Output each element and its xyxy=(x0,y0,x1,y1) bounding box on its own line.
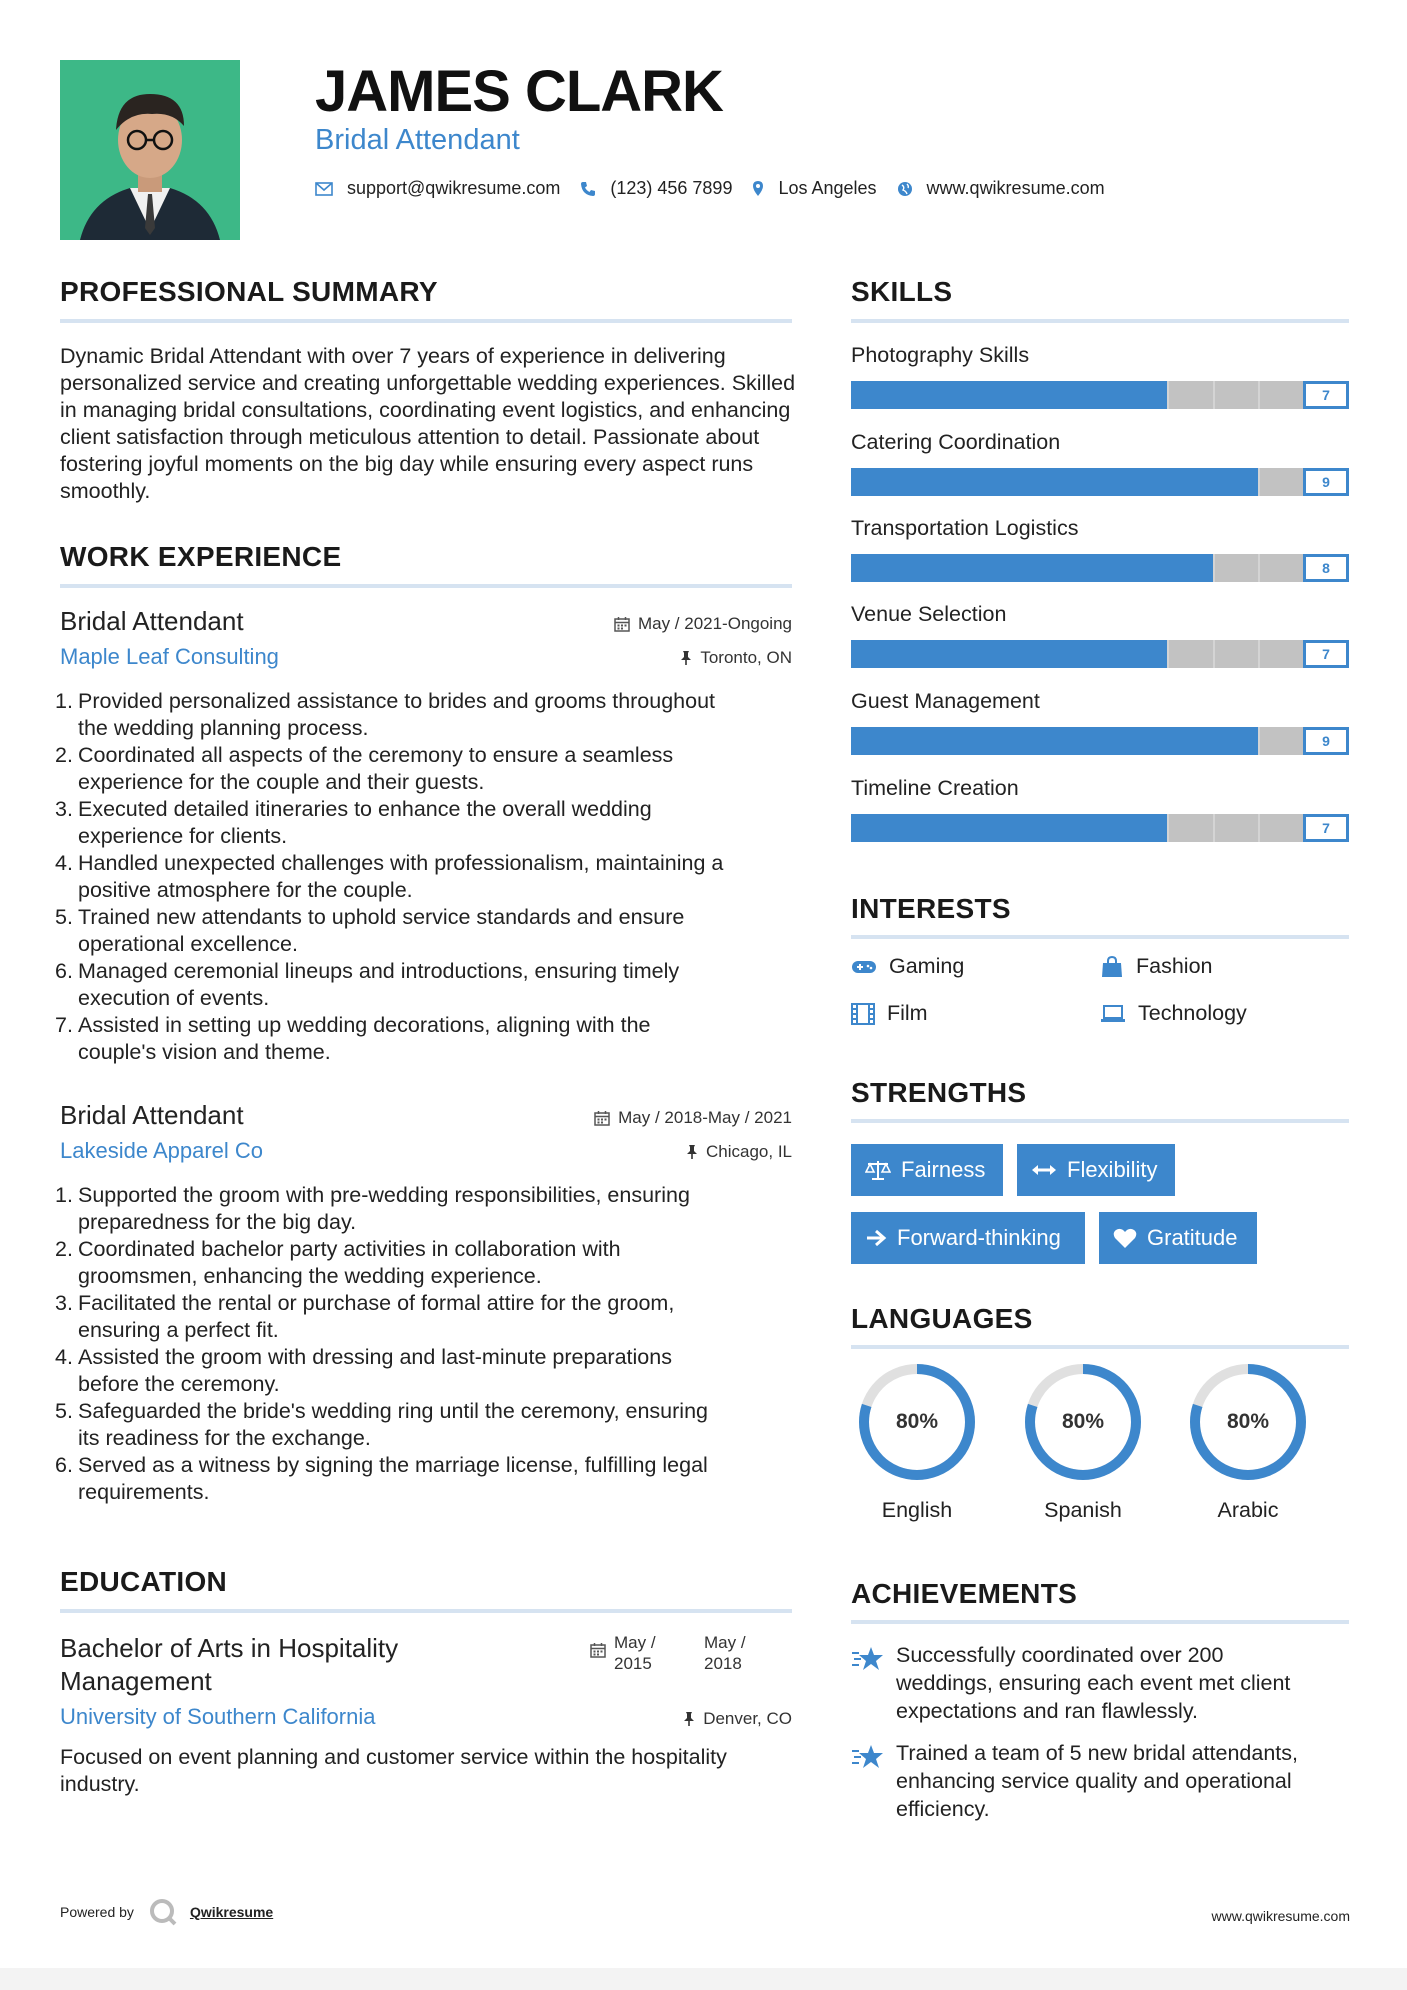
education-dates xyxy=(590,1632,794,1674)
interests-rule xyxy=(851,935,1349,939)
skill-segment-divider xyxy=(1213,814,1215,842)
skill-level-bar xyxy=(851,468,1303,496)
list-item: 2. Coordinated bachelor party activities in collaboration with groomsmen, enhancing the wedding experience. xyxy=(55,1237,621,1288)
job-duties-list xyxy=(55,1182,792,1506)
skills-heading: SKILLS xyxy=(851,276,953,307)
arrow-right-icon xyxy=(865,1228,887,1248)
skill-segment-divider xyxy=(1167,381,1169,409)
achievements-rule xyxy=(851,1620,1349,1624)
job-dates-text: May / 2018-May / 2021 xyxy=(618,1108,792,1127)
candidate-name: JAMES CLARK xyxy=(315,59,723,124)
skill-level-badge: 7 xyxy=(1303,814,1349,842)
list-item: 7. Assisted in setting up wedding decorations, aligning with the couple's vision and theme. xyxy=(55,1013,651,1064)
education-entry xyxy=(60,1632,792,1812)
achievement-item-1 xyxy=(851,1641,1349,1727)
heart-icon xyxy=(1113,1227,1137,1249)
language-proficiency-ring xyxy=(857,1362,977,1482)
achievements-heading: ACHIEVEMENTS xyxy=(851,1578,1078,1609)
footer-powered-by: Powered by Qwikresume xyxy=(60,1897,273,1927)
skill-segment-divider xyxy=(1167,640,1169,668)
globe-icon xyxy=(897,181,913,197)
page-bottom-strip xyxy=(0,1968,1407,1990)
education-rule xyxy=(60,1609,792,1613)
strengths-heading: STRENGTHS xyxy=(851,1077,1027,1108)
skill-item xyxy=(851,689,1349,759)
skill-segment-divider xyxy=(1258,727,1260,755)
list-item: 6. Managed ceremonial lineups and introductions, ensuring timely execution of events. xyxy=(55,959,680,1010)
languages-heading: LANGUAGES xyxy=(851,1303,1033,1334)
gamepad-icon xyxy=(851,959,877,975)
skill-name: Photography Skills xyxy=(851,343,1030,367)
skill-level-bar xyxy=(851,640,1303,668)
skill-level-fill xyxy=(851,640,1167,668)
contact-website[interactable] xyxy=(897,178,1105,199)
skill-segment-divider xyxy=(1258,468,1260,496)
language-proficiency-ring xyxy=(1023,1362,1143,1482)
contact-email[interactable] xyxy=(315,178,560,199)
skill-level-bar xyxy=(851,814,1303,842)
list-item: 5. Trained new attendants to uphold service standards and ensure operational excellence. xyxy=(55,905,685,956)
skill-segment-divider xyxy=(1258,814,1260,842)
summary-heading: PROFESSIONAL SUMMARY xyxy=(60,276,438,307)
experience-heading: WORK EXPERIENCE xyxy=(60,541,342,572)
skill-level-fill xyxy=(851,727,1258,755)
profile-photo xyxy=(60,60,240,240)
calendar-icon xyxy=(590,1642,606,1658)
list-item: 1. Provided personalized assistance to brides and grooms throughout the wedding planning process. xyxy=(55,689,716,740)
skill-item xyxy=(851,776,1349,846)
skill-segment-divider xyxy=(1258,554,1260,582)
job-dates xyxy=(614,614,792,634)
job-role: Bridal Attendant xyxy=(60,1100,244,1130)
skill-name: Guest Management xyxy=(851,689,1040,713)
language-name: Spanish xyxy=(1044,1498,1122,1522)
interest-fashion: Fashion xyxy=(1100,954,1213,979)
skill-name: Venue Selection xyxy=(851,602,1007,626)
list-item: 6. Served as a witness by signing the marriage license, fulfilling legal requirements. xyxy=(55,1453,708,1504)
education-location xyxy=(683,1709,792,1729)
education-description: Focused on event planning and customer service within the hospitality industry. xyxy=(60,1745,727,1796)
job-location xyxy=(686,1142,792,1162)
job-role: Bridal Attendant xyxy=(60,606,244,636)
pushpin-icon xyxy=(683,1711,695,1727)
footer-brand-link[interactable]: Qwikresume xyxy=(189,1904,274,1920)
language-proficiency-ring xyxy=(1188,1362,1308,1482)
achievement-item-2 xyxy=(851,1739,1349,1825)
skill-segment-divider xyxy=(1258,381,1260,409)
qwikresume-logo-icon xyxy=(148,1897,178,1927)
skill-level-bar xyxy=(851,554,1303,582)
strength-gratitude: Gratitude xyxy=(1099,1212,1257,1264)
language-name: English xyxy=(881,1498,953,1522)
list-item: 3. Facilitated the rental or purchase of formal attire for the groom, ensuring a perfect fit. xyxy=(55,1291,675,1342)
skill-level-fill xyxy=(851,381,1167,409)
skill-item xyxy=(851,516,1349,586)
shopping-bag-icon xyxy=(1100,956,1124,978)
contact-phone[interactable] xyxy=(580,178,732,199)
list-item: 4. Assisted the groom with dressing and last-minute preparations before the ceremony. xyxy=(55,1345,672,1396)
phone-icon xyxy=(580,181,596,197)
list-item: 4. Handled unexpected challenges with professionalism, maintaining a positive atmosphere for the couple. xyxy=(55,851,724,902)
contact-location xyxy=(752,178,876,199)
contact-phone-text: (123) 456 7899 xyxy=(610,178,733,198)
skill-level-badge: 9 xyxy=(1303,468,1349,496)
laptop-icon xyxy=(1100,1005,1126,1023)
language-percent: 80% xyxy=(1061,1410,1105,1433)
list-item: 5. Safeguarded the bride's wedding ring until the ceremony, ensuring its readiness for the exchange. xyxy=(55,1399,708,1450)
pushpin-icon xyxy=(680,650,692,666)
interests-heading: INTERESTS xyxy=(851,893,1011,924)
interest-film: Film xyxy=(851,1001,928,1026)
skill-level-fill xyxy=(851,554,1213,582)
language-item xyxy=(854,1362,980,1523)
skill-level-badge: 8 xyxy=(1303,554,1349,582)
skill-segment-divider xyxy=(1213,554,1215,582)
skill-level-fill xyxy=(851,468,1258,496)
pushpin-icon xyxy=(686,1144,698,1160)
candidate-title: Bridal Attendant xyxy=(315,124,520,156)
calendar-icon xyxy=(594,1110,610,1126)
degree-title: Bachelor of Arts in Hospitality Management xyxy=(60,1633,399,1696)
skill-item xyxy=(851,343,1349,413)
education-heading: EDUCATION xyxy=(60,1566,228,1597)
experience-rule xyxy=(60,584,792,588)
skill-name: Timeline Creation xyxy=(851,776,1019,800)
map-pin-icon xyxy=(752,180,764,197)
achievement-text: Trained a team of 5 new bridal attendants, enhancing service quality and operational efficiency. xyxy=(896,1741,1298,1821)
skill-level-badge: 7 xyxy=(1303,640,1349,668)
job-entry-1 xyxy=(55,606,792,1066)
skill-name: Transportation Logistics xyxy=(851,516,1079,540)
footer-url[interactable]: www.qwikresume.com xyxy=(1211,1908,1350,1924)
skill-level-bar xyxy=(851,727,1303,755)
skill-name: Catering Coordination xyxy=(851,430,1061,454)
skill-segment-divider xyxy=(1213,640,1215,668)
strengths-rule xyxy=(851,1119,1349,1123)
summary-rule xyxy=(60,319,792,323)
list-item: 2. Coordinated all aspects of the ceremony to ensure a seamless experience for the couple and their guests. xyxy=(55,743,674,794)
strength-fairness: Fairness xyxy=(851,1144,1003,1196)
profile-photo-image xyxy=(60,60,240,240)
film-icon xyxy=(851,1003,875,1025)
job-location xyxy=(680,648,792,668)
interest-technology: Technology xyxy=(1100,1001,1247,1026)
strength-forward-thinking: Forward-thinking xyxy=(851,1212,1085,1264)
summary-text: Dynamic Bridal Attendant with over 7 years of experience in delivering personalized service and creating unforgettable wedding experiences. Skilled in managing bridal consultations, coordinating event logistics, and enhancing client satisfaction through meticulous attention to detail. Passionate about fostering joyful moments on the big day while ensuring every aspect runs smoothly. xyxy=(60,344,796,503)
skill-level-bar xyxy=(851,381,1303,409)
job-dates xyxy=(594,1108,792,1128)
skills-rule xyxy=(851,319,1349,323)
star-badge-icon xyxy=(851,1741,885,1771)
skill-segment-divider xyxy=(1167,814,1169,842)
education-end-date: May / 2018 xyxy=(704,1633,746,1673)
school-name[interactable]: University of Southern California xyxy=(60,1704,376,1729)
arrows-horizontal-icon xyxy=(1031,1163,1057,1177)
contact-email-text: support@qwikresume.com xyxy=(347,178,561,198)
language-name: Arabic xyxy=(1217,1498,1279,1522)
education-location-text: Denver, CO xyxy=(703,1709,792,1728)
job-location-text: Chicago, IL xyxy=(706,1142,792,1161)
job-company[interactable]: Maple Leaf Consulting xyxy=(60,644,279,669)
skill-level-badge: 9 xyxy=(1303,727,1349,755)
language-percent: 80% xyxy=(1226,1410,1270,1433)
job-company[interactable]: Lakeside Apparel Co xyxy=(60,1138,264,1163)
interest-gaming: Gaming xyxy=(851,954,964,979)
achievement-text: Successfully coordinated over 200 weddings, ensuring each event met client expectations and ran flawlessly. xyxy=(896,1643,1291,1723)
contact-website-text: www.qwikresume.com xyxy=(926,178,1105,198)
job-duties-list xyxy=(55,688,792,1066)
skill-segment-divider xyxy=(1258,640,1260,668)
language-item xyxy=(1020,1362,1146,1523)
languages-rule xyxy=(851,1345,1349,1349)
contact-location-text: Los Angeles xyxy=(778,178,877,198)
star-badge-icon xyxy=(851,1643,885,1673)
skill-item xyxy=(851,602,1349,672)
language-item xyxy=(1185,1362,1311,1523)
job-entry-2 xyxy=(55,1100,792,1520)
language-percent: 80% xyxy=(895,1410,939,1433)
skill-level-fill xyxy=(851,814,1167,842)
calendar-icon xyxy=(614,616,630,632)
education-start-date: May / 2015 xyxy=(614,1633,656,1673)
balance-scale-icon xyxy=(865,1159,891,1181)
contact-bar xyxy=(315,178,1125,199)
skill-item xyxy=(851,430,1349,500)
envelope-icon xyxy=(315,182,333,196)
skill-segment-divider xyxy=(1213,381,1215,409)
job-location-text: Toronto, ON xyxy=(700,648,792,667)
job-dates-text: May / 2021-Ongoing xyxy=(637,614,792,633)
list-item: 1. Supported the groom with pre-wedding responsibilities, ensuring preparedness for the big day. xyxy=(55,1183,690,1234)
strength-flexibility: Flexibility xyxy=(1017,1144,1175,1196)
list-item: 3. Executed detailed itineraries to enhance the overall wedding experience for clients. xyxy=(55,797,652,848)
skill-level-badge: 7 xyxy=(1303,381,1349,409)
